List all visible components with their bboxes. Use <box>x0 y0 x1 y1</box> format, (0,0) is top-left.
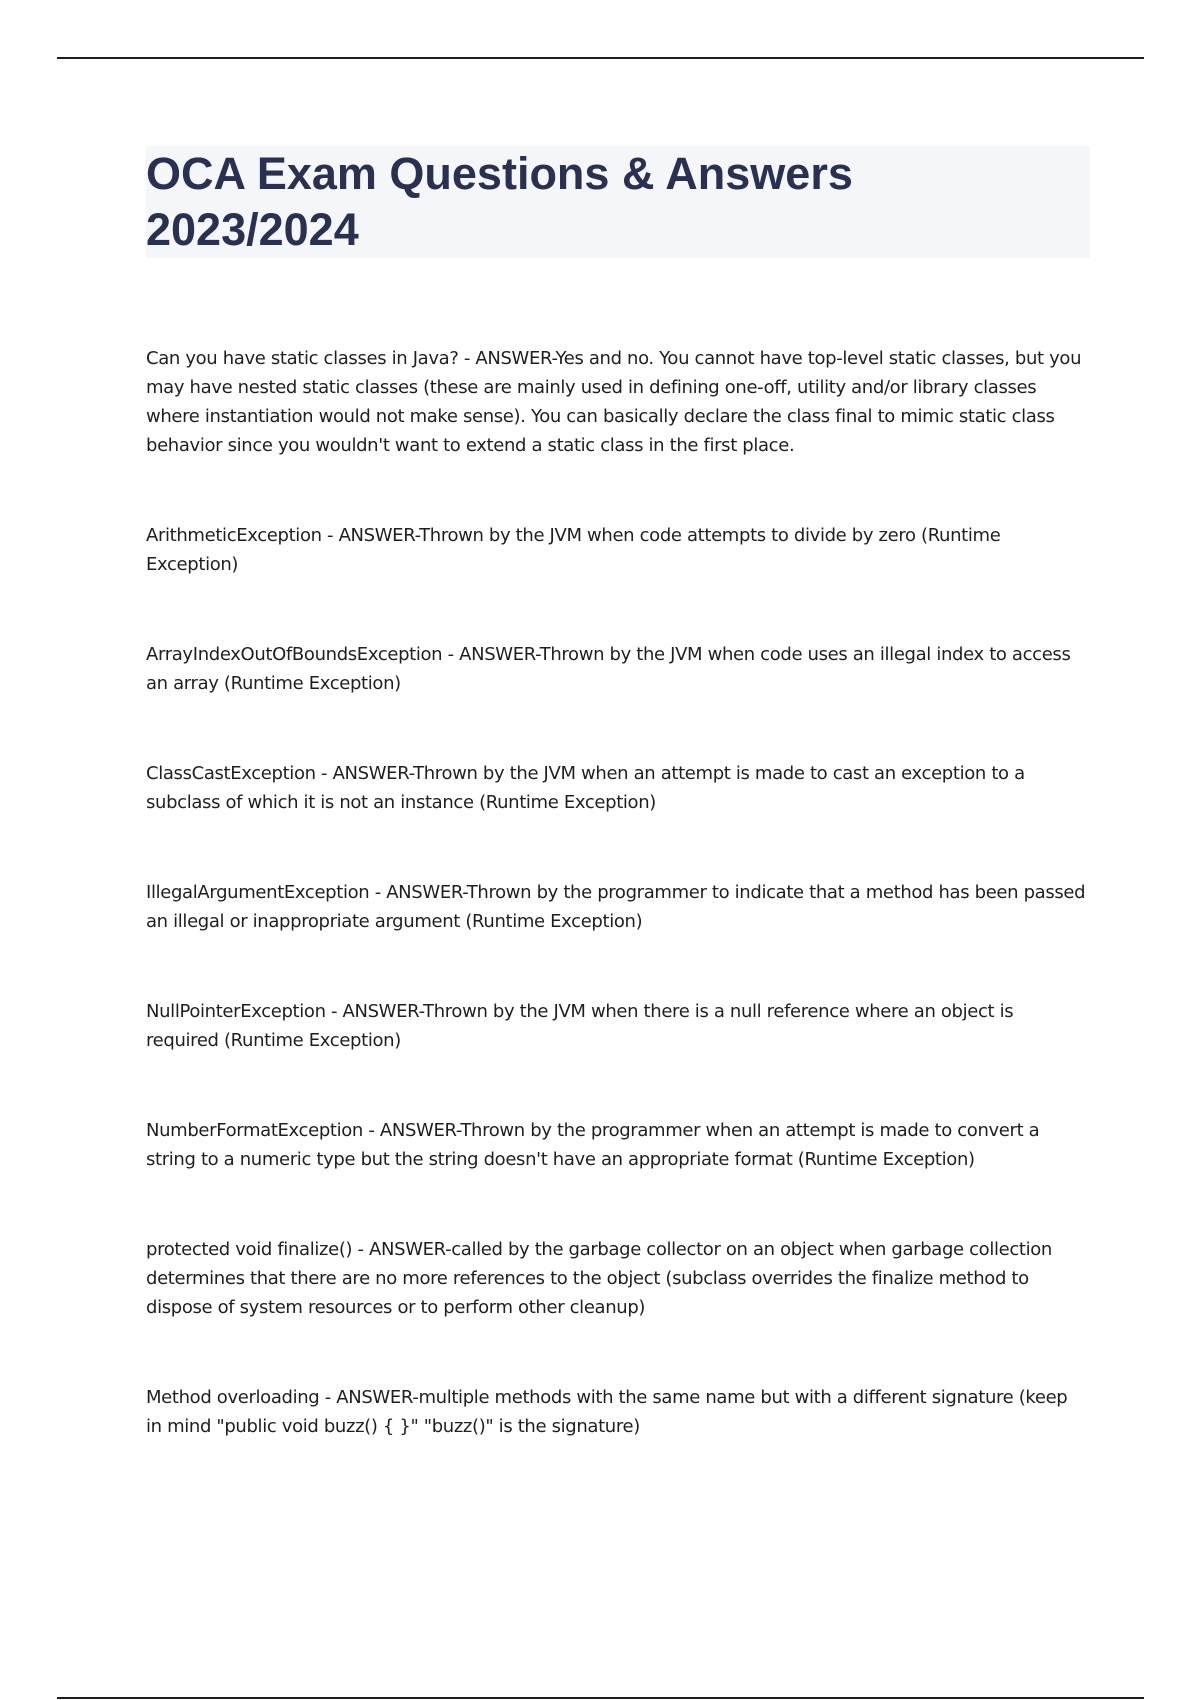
qa-item-static-classes: Can you have static classes in Java? - ANSWER-Yes and no. You cannot have top-level static classes, but you may have nested static classes (these are mainly used in defining one-off, utility and/or library classes where instantiation would not make sense). You can basically declare the class final to mimic static class behavior since you wouldn't want to extend a static class in the first place. <box>146 348 1082 456</box>
qa-item-arithmetic-exception: ArithmeticException - ANSWER-Thrown by the JVM when code attempts to divide by zero (Runtime Exception) <box>146 525 1001 575</box>
footer-rule <box>57 1697 1144 1699</box>
qa-item-illegal-argument-exception: IllegalArgumentException - ANSWER-Thrown by the programmer to indicate that a method has been passed an illegal or inappropriate argument (Runtime Exception) <box>146 882 1086 932</box>
qa-item-array-index-exception: ArrayIndexOutOfBoundsException - ANSWER-Thrown by the JVM when code uses an illegal index to access an array (Runtime Exception) <box>146 644 1071 694</box>
qa-item-null-pointer-exception: NullPointerException - ANSWER-Thrown by the JVM when there is a null reference where an object is required (Runtime Exception) <box>146 1001 1014 1051</box>
document-title: OCA Exam Questions & Answers 2023/2024 <box>146 148 853 255</box>
qa-item-method-overloading: Method overloading - ANSWER-multiple methods with the same name but with a different signature (keep in mind "public void buzz() { }" "buzz()" is the signature) <box>146 1387 1068 1437</box>
qa-list <box>146 344 1086 1441</box>
qa-item-finalize: protected void finalize() - ANSWER-called by the garbage collector on an object when garbage collection determines that there are no more references to the object (subclass overrides the finalize method to dispose of system resources or to perform other cleanup) <box>146 1239 1052 1318</box>
qa-item-number-format-exception: NumberFormatException - ANSWER-Thrown by the programmer when an attempt is made to convert a string to a numeric type but the string doesn't have an appropriate format (Runtime Exception) <box>146 1120 1040 1170</box>
header-rule <box>57 57 1144 59</box>
qa-item-class-cast-exception: ClassCastException - ANSWER-Thrown by the JVM when an attempt is made to cast an exception to a subclass of which it is not an instance (Runtime Exception) <box>146 763 1025 813</box>
